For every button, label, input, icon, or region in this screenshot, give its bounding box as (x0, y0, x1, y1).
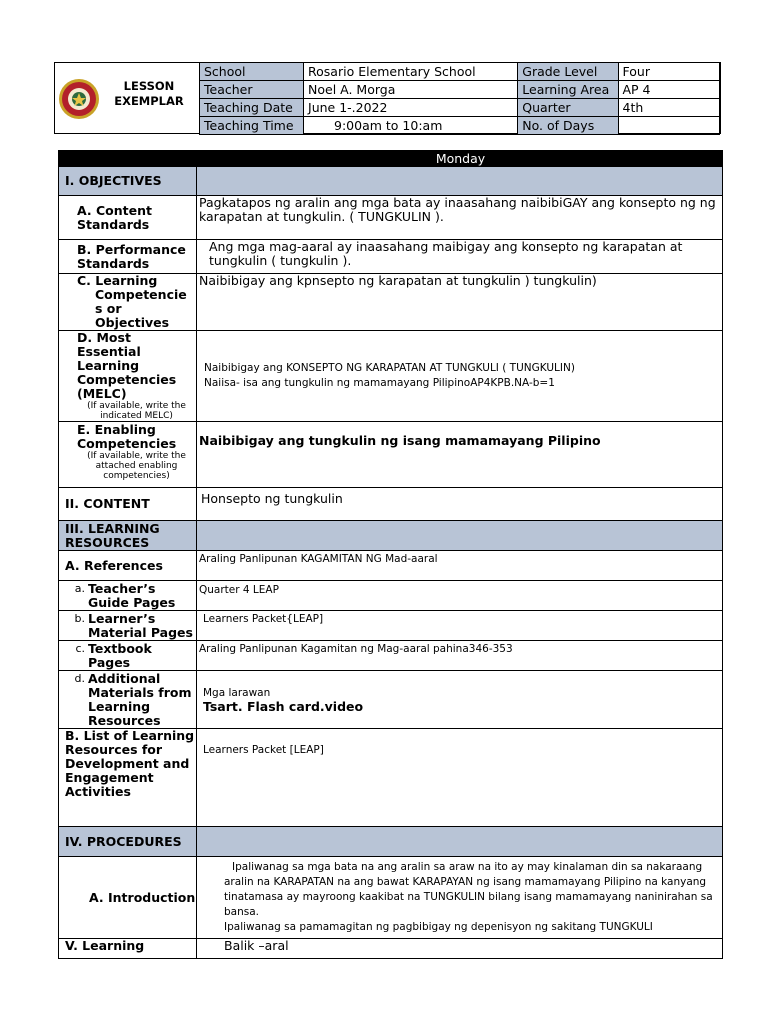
melc-row (59, 331, 723, 422)
learning-resources-list-label: B. List of Learning Resources for Development and Engagement Activities (59, 729, 197, 827)
day-header-row (59, 151, 723, 167)
learning-value: Balik –aral (197, 939, 723, 959)
learning-resources-list-value: Learners Packet [LEAP] (197, 729, 723, 827)
content-heading: II. CONTENT (59, 488, 197, 521)
enabling-competencies-row (59, 422, 723, 488)
enabling-competencies-value: Naibibigay ang tungkulin ng isang mamamayang Pilipino (197, 422, 723, 488)
performance-standards-value: Ang mga mag-aaral ay inaasahang maibigay ang konsepto ng karapatan at tungkulin ( tungkulin ). (197, 240, 723, 274)
objectives-row (59, 167, 723, 196)
learners-material-value: Learners Packet{LEAP] (197, 611, 723, 641)
school-label: School (200, 63, 304, 81)
melc-value: Naibibigay ang KONSEPTO NG KARAPATAN AT TUNGKULI ( TUNGKULIN) Naiisa- isa ang tungkulin ng mamamayang PilipinoAP4KPB.NA-b=1 (197, 331, 723, 422)
additional-materials-label: d. Additional Materials from Learning Resources (59, 671, 197, 729)
teachers-guide-row (59, 581, 723, 611)
procedures-row (59, 827, 723, 857)
learning-area-label: Learning Area (518, 81, 618, 99)
teacher-label: Teacher (200, 81, 304, 99)
learning-competencies-label: C. Learning Competencie s or Objectives (59, 274, 197, 331)
teacher-value: Noel A. Morga (304, 81, 518, 99)
teaching-time-label: Teaching Time (200, 117, 304, 135)
enabling-competencies-label: E. Enabling Competencies (If available, write the attached enabling competencies) (59, 422, 197, 488)
additional-materials-value: Mga larawan Tsart. Flash card.video (197, 671, 723, 729)
learning-competencies-row (59, 274, 723, 331)
learning-resources-row (59, 521, 723, 551)
days-value (618, 117, 720, 135)
teachers-guide-label: a. Teacher’s Guide Pages (59, 581, 197, 611)
content-standards-row (59, 196, 723, 240)
references-label: A. References (59, 551, 197, 581)
teaching-time-value: 9:00am to 10:am (304, 117, 518, 135)
learners-material-row (59, 611, 723, 641)
references-row (59, 551, 723, 581)
learning-label: V. Learning (59, 939, 197, 959)
teaching-date-value: June 1-.2022 (304, 99, 518, 117)
introduction-value: Ipaliwanag sa mga bata na ang aralin sa araw na ito ay may kinalaman din sa nakaraang aralin na KARAPATAN na ang bawat KARAPAYAN ng isang mamamayang Pilipino na kanyang tinatamasa ay mayroong kaakibat na TUNGKULIN bilang isang mamamayang naninirahan sa bansa. Ipaliwanag sa pamamagitan ng pagbibigay ng depenisyon ng sakitang TUNGKULI (197, 857, 723, 939)
teaching-date-label: Teaching Date (200, 99, 304, 117)
teachers-guide-value: Quarter 4 LEAP (197, 581, 723, 611)
learners-material-label: b. Learner’s Material Pages (59, 611, 197, 641)
objectives-heading: I. OBJECTIVES (59, 167, 197, 196)
lesson-exemplar-title: LESSON EXEMPLAR (114, 79, 184, 108)
content-standards-value: Pagkatapos ng aralin ang mga bata ay inaasahang naibibiGAY ang konsepto ng ng karapatan at tungkulin. ( TUNGKULIN ). (197, 196, 723, 240)
lesson-info-table (199, 62, 720, 135)
learning-competencies-value: Naibibigay ang kpnsepto ng karapatan at tungkulin ) tungkulin) (197, 274, 723, 331)
performance-standards-row (59, 240, 723, 274)
quarter-value: 4th (618, 99, 720, 117)
additional-materials-row (59, 671, 723, 729)
days-label: No. of Days (518, 117, 618, 135)
lesson-plan-table (58, 150, 723, 959)
grade-label: Grade Level (518, 63, 618, 81)
performance-standards-label: B. Performance Standards (59, 240, 197, 274)
textbook-value: Araling Panlipunan Kagamitan ng Mag-aaral pahina346-353 (197, 641, 723, 671)
lesson-header (54, 62, 721, 134)
school-value: Rosario Elementary School (304, 63, 518, 81)
logo-area (55, 63, 199, 133)
learning-resources-heading: III. LEARNING RESOURCES (59, 521, 197, 551)
textbook-row (59, 641, 723, 671)
quarter-label: Quarter (518, 99, 618, 117)
content-row (59, 488, 723, 521)
content-value: Honsepto ng tungkulin (197, 488, 723, 521)
grade-value: Four (618, 63, 720, 81)
day-label: Monday (413, 151, 509, 167)
introduction-row (59, 857, 723, 939)
procedures-heading: IV. PROCEDURES (59, 827, 197, 857)
references-value: Araling Panlipunan KAGAMITAN NG Mad-aaral (197, 551, 723, 581)
school-seal-icon (58, 78, 100, 120)
melc-label: D. Most Essential Learning Competencies (MELC) (If available, write the indicated MELC) (59, 331, 197, 422)
learning-row (59, 939, 723, 959)
learning-area-value: AP 4 (618, 81, 720, 99)
introduction-label: A. Introduction (59, 857, 197, 939)
textbook-label: c. Textbook Pages (59, 641, 197, 671)
learning-resources-list-row (59, 729, 723, 827)
content-standards-label: A. Content Standards (59, 196, 197, 240)
